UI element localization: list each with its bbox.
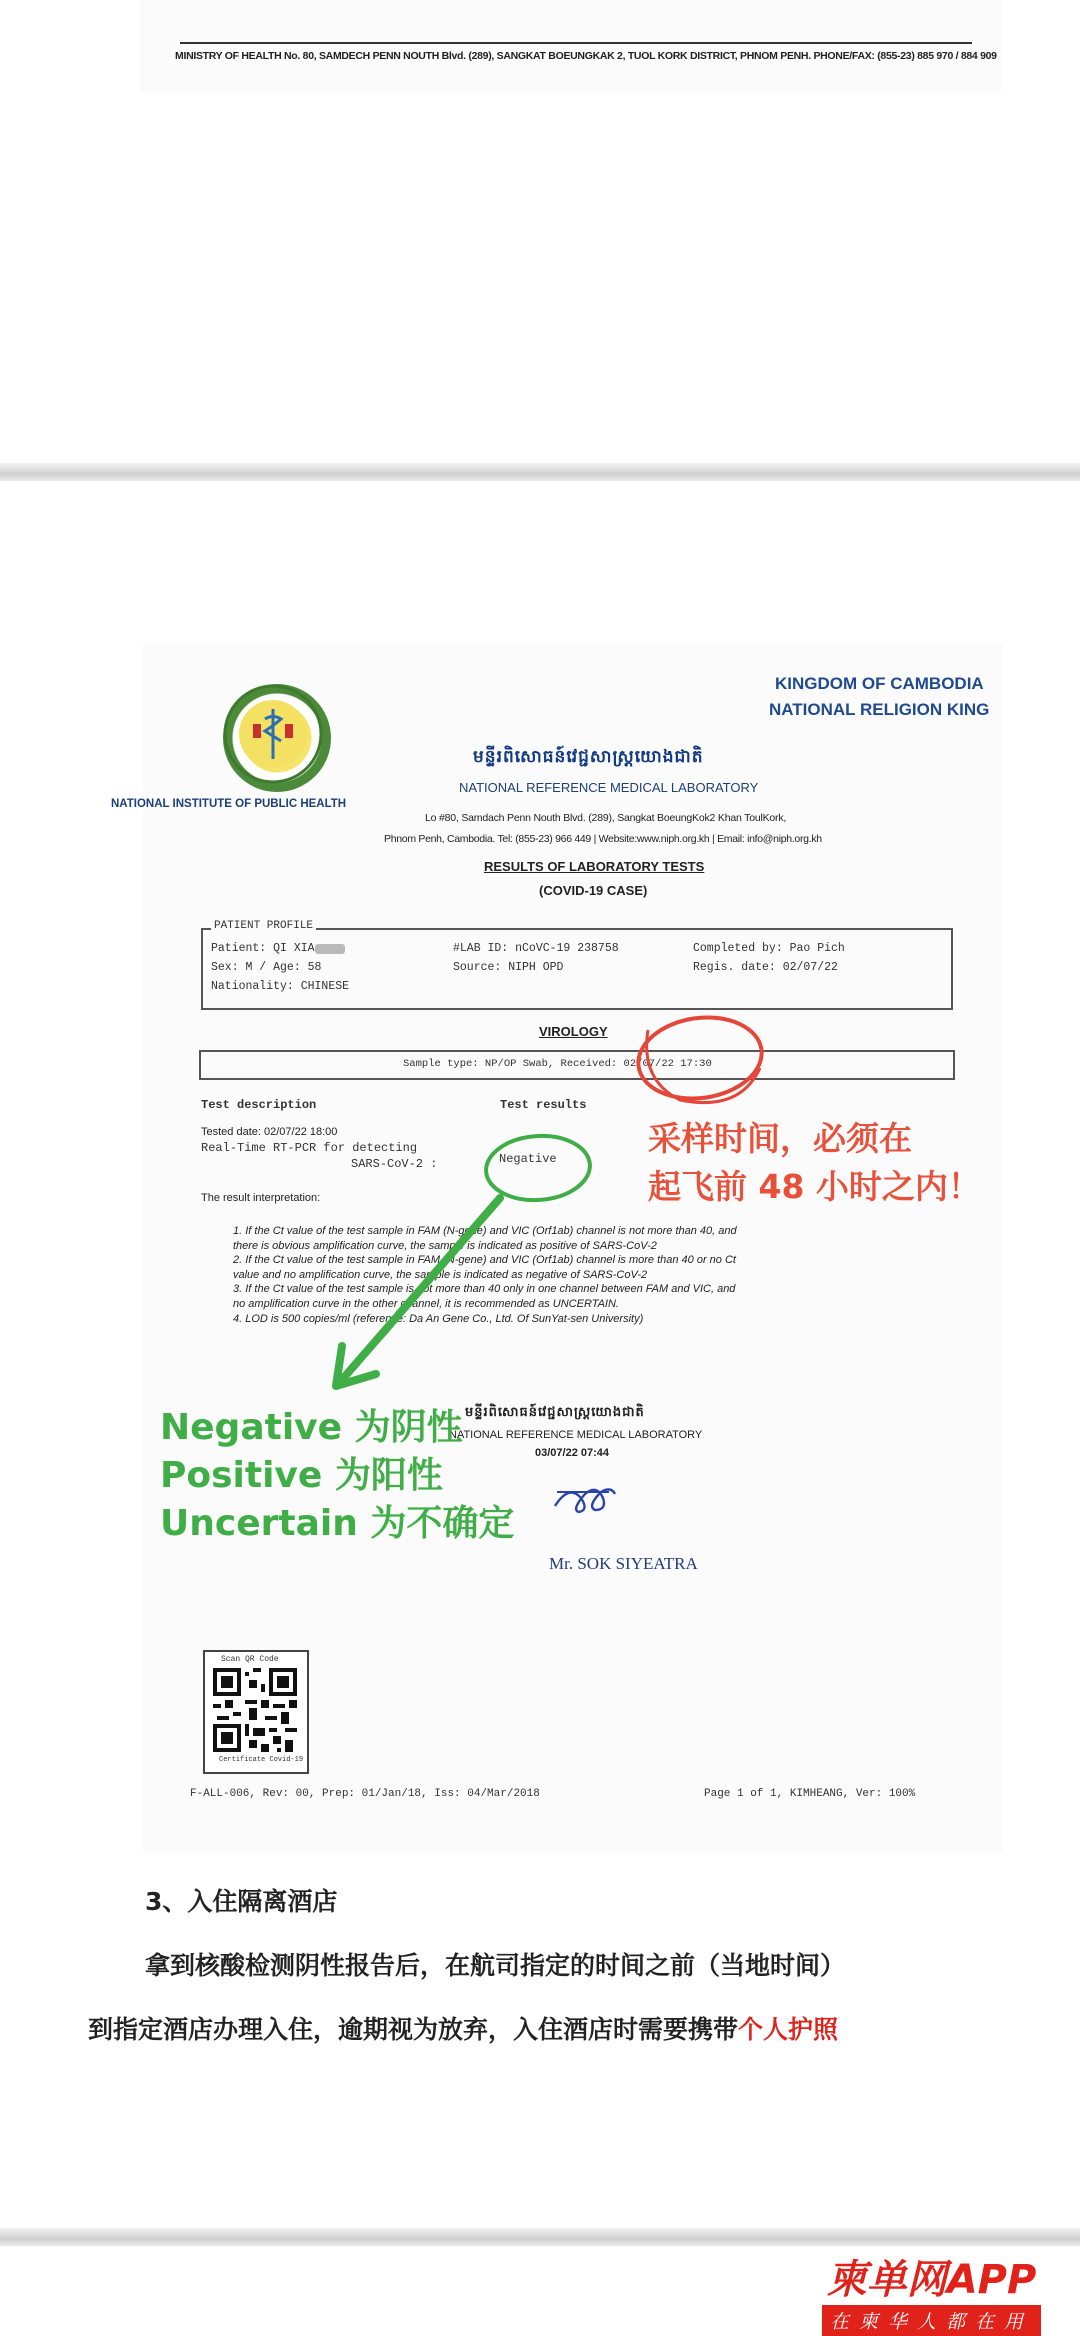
brand-logo: 柬单网APP [826, 2257, 1037, 2303]
interpretation-line: 1. If the Ct value of the test sample in FAM (N-gene) and VIC (Orf1ab) channel is not more than 40, and [233, 1225, 737, 1237]
patient-nationality: Nationality: CHINESE [211, 980, 350, 993]
qr-caption: Certificate Covid-19 [219, 1756, 304, 1764]
lab-address-line-2: Phnom Penh, Cambodia. Tel: (855-23) 966 449 | Website:www.niph.org.kh | Email: info@niph.org.kh [384, 833, 822, 845]
report-title: RESULTS OF LABORATORY TESTS [484, 859, 705, 874]
section-divider [0, 2228, 1080, 2246]
kingdom-heading: KINGDOM OF CAMBODIA [775, 674, 984, 693]
annotation-green-line: Positive 为阳性 [160, 1455, 443, 1496]
sample-source: Source: NIPH OPD [453, 961, 564, 974]
religion-king-heading: NATIONAL RELIGION KING [769, 700, 990, 719]
qr-label: Scan QR Code [221, 1655, 279, 1664]
article-paragraph-line [88, 2010, 838, 2046]
green-arrow-shaft [340, 1198, 500, 1382]
lab-khmer-name: មន្ទីរពិសោធន៍វេជ្ជសាស្ត្រយោងជាតិ [473, 747, 704, 767]
signatory-name: Mr. SOK SIYEATRA [549, 1554, 698, 1573]
annotation-result-legend [160, 1404, 514, 1548]
patient-sex-age: Sex: M / Age: 58 [211, 961, 322, 974]
section-heading: 3、入住隔离酒店 [145, 1887, 338, 1916]
interpretation-line: no amplification curve in the other channel, it is recommended as UNCERTAIN. [233, 1297, 619, 1310]
annotation-green-line: Negative 为阴性 [160, 1407, 463, 1448]
lab-address-line-1: Lo #80, Samdach Penn Nouth Blvd. (289), Sangkat BoeungKok2 Khan ToulKork, [425, 812, 787, 824]
highlight-passport: 个人护照 [738, 2015, 839, 2044]
annotation-sampling-time [648, 1115, 981, 1211]
brand-tagline: 在柬华人都在用 [822, 2305, 1041, 2336]
signature-khmer-name: មន្ទីរពិសោធន៍វេជ្ជសាស្ត្រយោងជាតិ [465, 1405, 645, 1420]
document-footer-right: Page 1 of 1, KIMHEANG, Ver: 100% [704, 1788, 916, 1800]
test-method: Real-Time RT-PCR for detecting [201, 1141, 418, 1155]
lab-name: NATIONAL REFERENCE MEDICAL LABORATORY [459, 780, 759, 795]
sample-type: Sample type: NP/OP Swab, Received: 02/07/22 17:30 [403, 1058, 712, 1070]
interpretation-line: 2. If the Ct value of the test sample in FAM (N-gene) and VIC (Orf1ab) channel is more than 40 or no Ct [233, 1254, 736, 1267]
annotation-red-line: 采样时间，必须在 [648, 1119, 912, 1158]
signature-lab-name: NATIONAL REFERENCE MEDICAL LABORATORY [449, 1429, 703, 1441]
patient-name: Patient: QI XIA [211, 942, 315, 955]
test-result: Negative [499, 1152, 557, 1166]
previous-document-footer: MINISTRY OF HEALTH No. 80, SAMDECH PENN NOUTH Blvd. (289), SANGKAT BOEUNGKAK 2, TUOL KORK DISTRICT, PHNOM PENH. PHONE/FAX: (855-23) 885 970 / 884 909 [175, 50, 997, 62]
interpretation-line: 3. If the Ct value of the test sample is not more than 40 only in one channel between FAM and VIC, and [233, 1283, 736, 1296]
interpretation-title: The result interpretation: [201, 1192, 321, 1204]
interpretation-line: 4. LOD is 500 copies/ml (reference: Da An Gene Co., Ltd. Of SunYat-sen University) [233, 1312, 644, 1325]
signature-date: 03/07/22 07:44 [535, 1447, 610, 1459]
annotation-red-line: 起飞前 48 小时之内！ [648, 1167, 981, 1206]
institute-name: NATIONAL INSTITUTE OF PUBLIC HEALTH [111, 798, 347, 810]
brand-watermark [822, 2248, 1041, 2336]
completed-by: Completed by: Pao Pich [693, 942, 845, 955]
report-subtitle: (COVID-19 CASE) [539, 883, 648, 898]
tested-date: Tested date: 02/07/22 18:00 [201, 1126, 338, 1138]
lab-id: #LAB ID: nCoVC-19 238758 [453, 942, 619, 955]
document-footer-left: F-ALL-006, Rev: 00, Prep: 01/Jan/18, Iss: 04/Mar/2018 [190, 1788, 540, 1800]
article-text: 到指定酒店办理入住，逾期视为放弃，入住酒店时需要携带 [88, 2015, 739, 2044]
test-target: SARS-CoV-2 : [351, 1157, 438, 1171]
red-highlight-circle [633, 1010, 767, 1106]
section-virology: VIROLOGY [539, 1024, 608, 1039]
column-test-results: Test results [500, 1098, 587, 1112]
interpretation-line: there is obvious amplification curve, the sample is indicated as positive of SARS-CoV-2 [233, 1239, 657, 1252]
green-highlight-circle [484, 1132, 592, 1203]
annotation-green-line: Uncertain 为不确定 [160, 1503, 515, 1544]
patient-profile-legend: PATIENT PROFILE [211, 920, 316, 932]
column-test-description: Test description [201, 1098, 317, 1112]
registration-date: Regis. date: 02/07/22 [693, 961, 838, 974]
interpretation-line: value and no amplification curve, the sample is indicated as negative of SARS-CoV-2 [233, 1268, 648, 1281]
article-paragraph-line: 拿到核酸检测阴性报告后，在航司指定的时间之前（当地时间） [145, 1951, 846, 1980]
